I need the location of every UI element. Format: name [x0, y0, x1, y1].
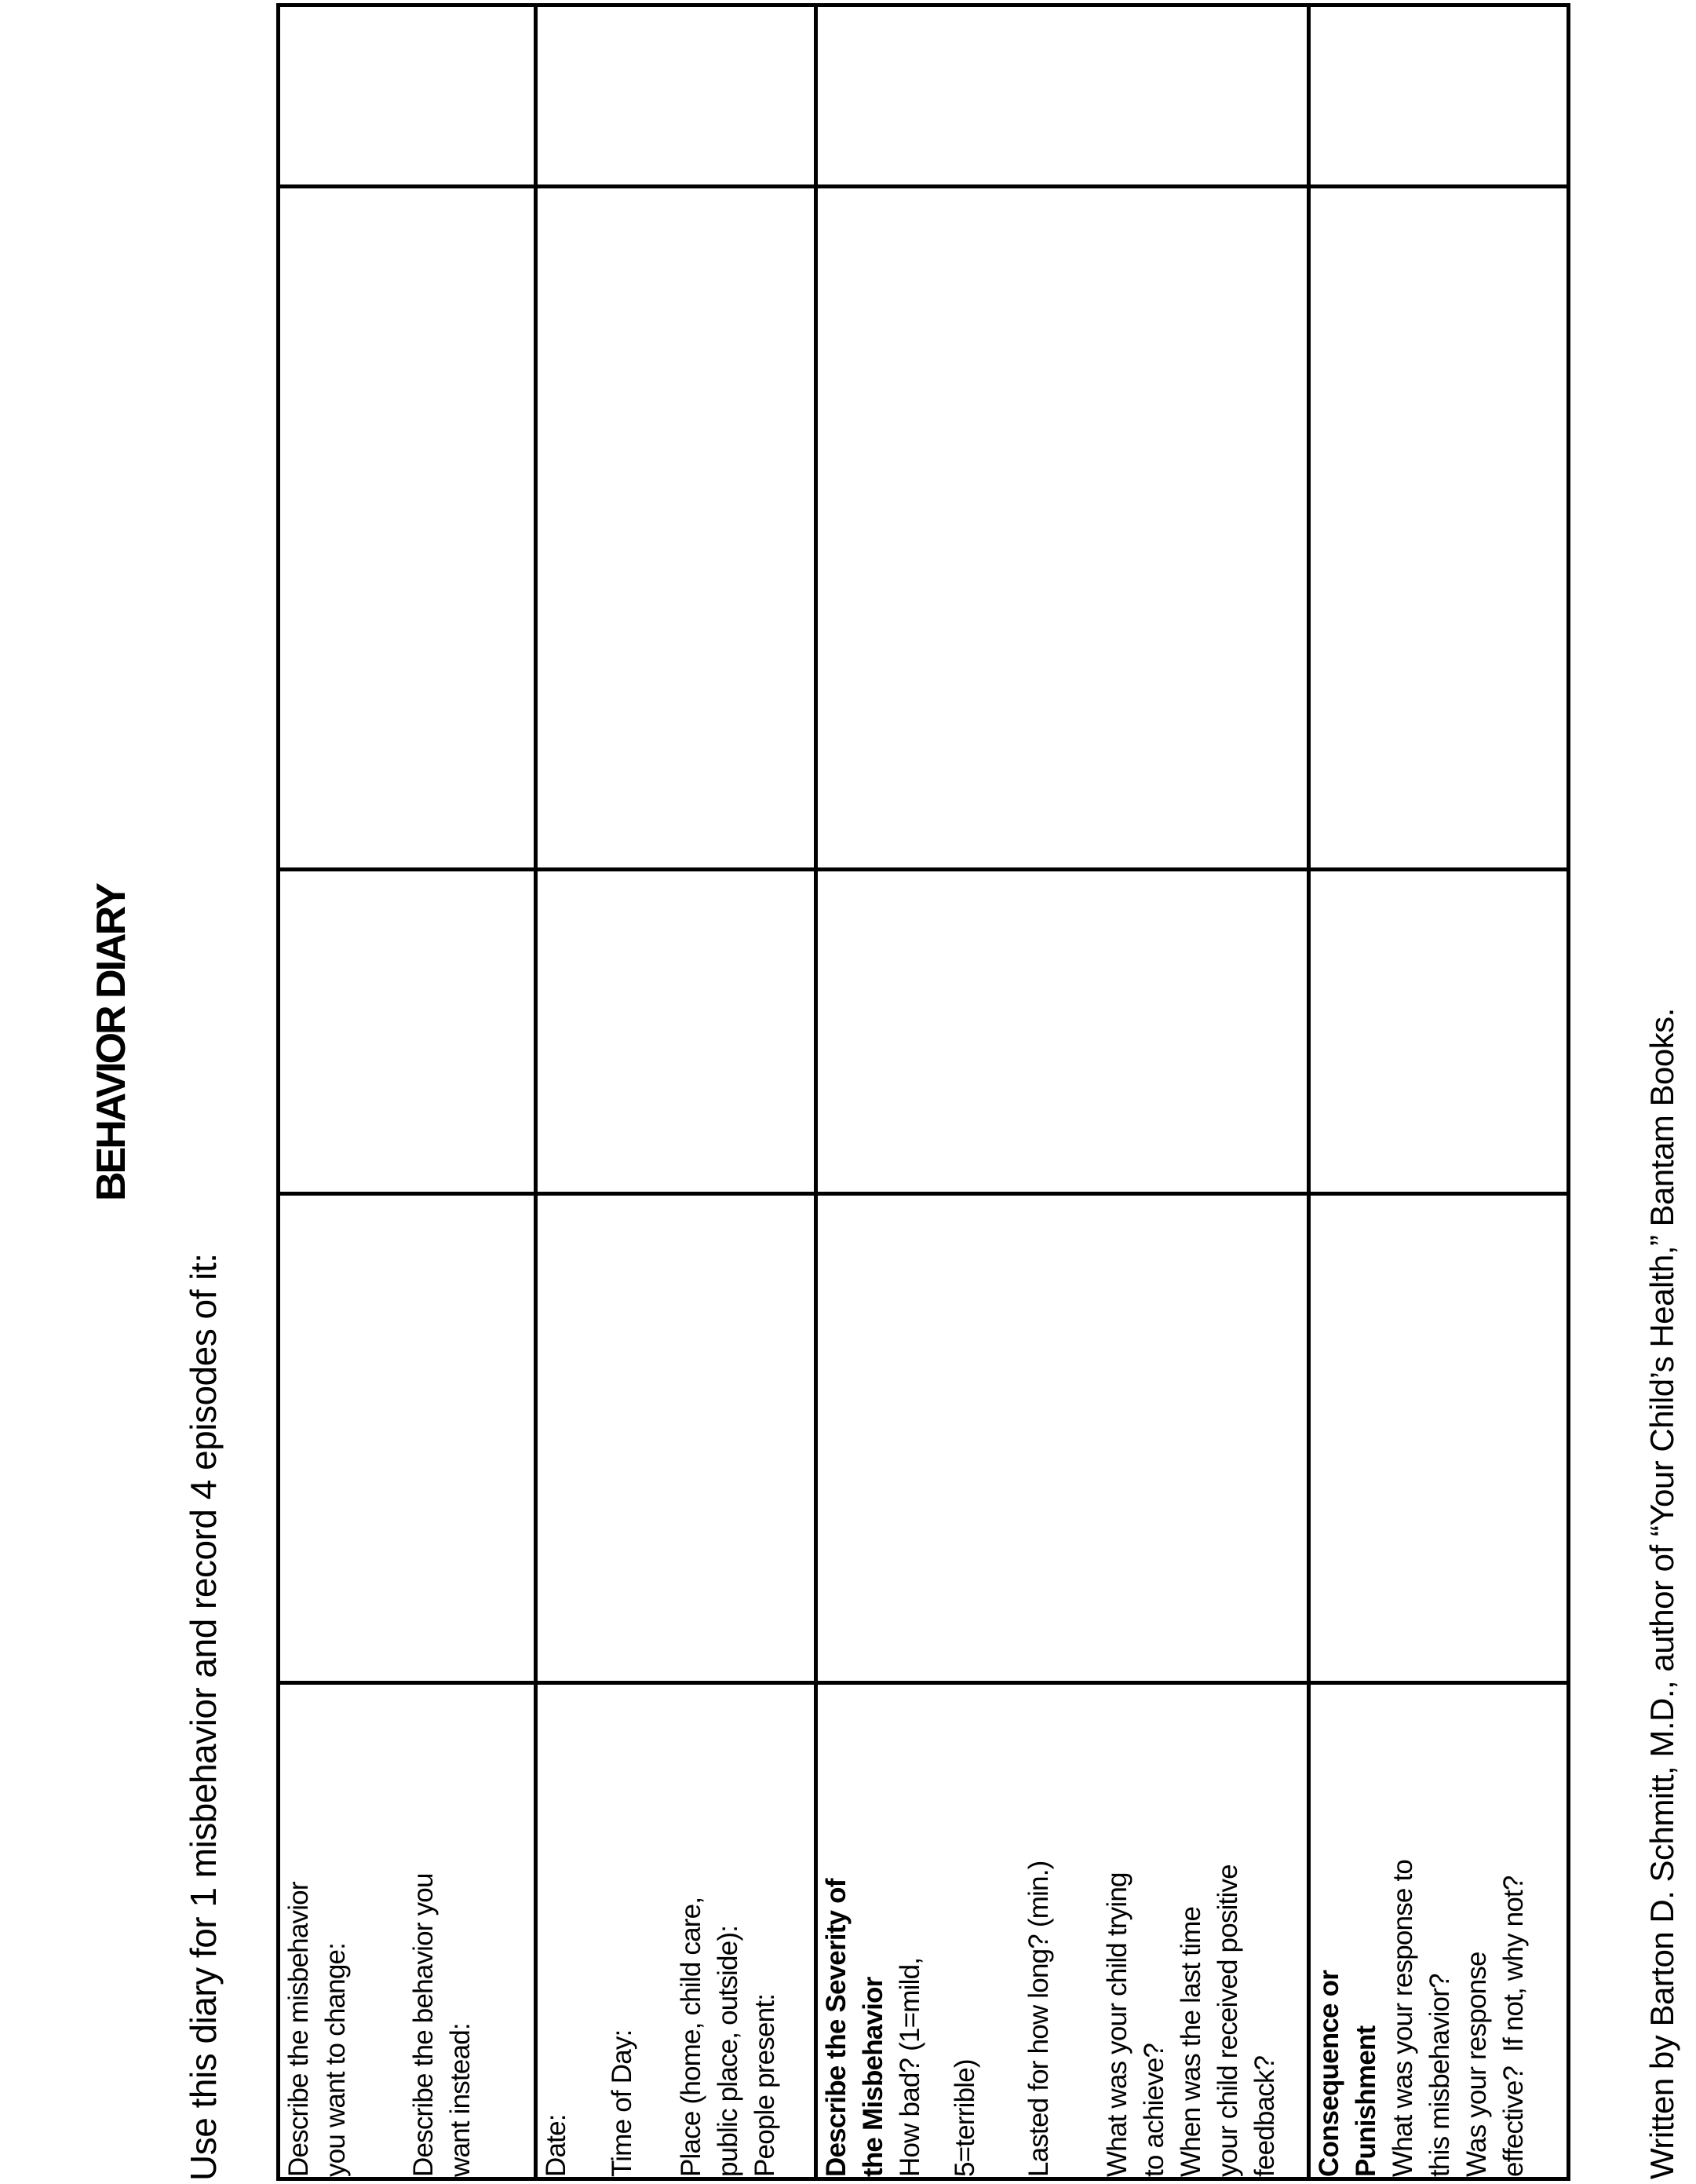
instructions-line: Use this diary for 1 misbehavior and record 4 episodes of it:	[183, 1253, 224, 2181]
header-line: Was your response	[1461, 1952, 1492, 2177]
header-line: What was your child trying	[1102, 1872, 1132, 2177]
header-line: effective? If not, why not?	[1498, 1875, 1529, 2177]
episode-cell	[816, 5, 1309, 187]
table-row-misbehavior	[279, 5, 536, 2179]
header-line: the Misbehavior	[858, 1977, 888, 2177]
header-line: Consequence or	[1314, 1970, 1344, 2177]
header-line: Date:	[541, 2114, 571, 2177]
page-title: BEHAVIOR DIARY	[89, 885, 134, 1201]
episode-cell	[279, 5, 536, 187]
episode-cell	[1309, 1194, 1569, 1683]
header-line: Lasted for how long? (min.)	[1023, 1861, 1054, 2177]
episode-cell	[536, 5, 816, 187]
header-line: public place, outside):	[713, 1925, 743, 2177]
header-line: How bad? (1=mild,	[895, 1957, 925, 2177]
header-line: Describe the behavior you	[408, 1873, 439, 2177]
header-line: Time of Day:	[607, 2029, 637, 2177]
header-line: your child received positive	[1213, 1864, 1243, 2177]
episode-cell	[816, 870, 1309, 1194]
episode-cell	[816, 1194, 1309, 1683]
row-header-consequence	[1309, 1683, 1569, 2179]
header-line: 5=terrible)	[950, 2059, 980, 2177]
header-line: you want to change:	[320, 1942, 351, 2177]
header-line: Describe the misbehavior	[283, 1882, 314, 2177]
header-line: People present:	[750, 1993, 780, 2177]
episode-cell	[279, 187, 536, 870]
row-header-severity	[816, 1683, 1309, 2179]
header-line: want instead:	[445, 2023, 476, 2177]
behavior-diary-table	[276, 3, 1570, 2181]
row-header-when-where	[536, 1683, 816, 2179]
header-line: Place (home, child care,	[676, 1897, 706, 2177]
episode-cell	[279, 870, 536, 1194]
table-row-consequence	[1309, 5, 1569, 2179]
table-row-when-where	[536, 5, 816, 2179]
header-line: Punishment	[1351, 2025, 1381, 2177]
header-line: Describe the Severity of	[821, 1879, 852, 2177]
header-line: When was the last time	[1176, 1906, 1206, 2177]
table-row-severity	[816, 5, 1309, 2179]
header-line: feedback?	[1249, 2055, 1280, 2177]
episode-cell	[279, 1194, 536, 1683]
episode-cell	[1309, 870, 1569, 1194]
row-header-misbehavior	[279, 1683, 536, 2179]
header-line: this misbehavior?	[1424, 1974, 1455, 2177]
episode-cell	[536, 187, 816, 870]
episode-cell	[536, 870, 816, 1194]
episode-cell	[816, 187, 1309, 870]
header-line: What was your response to	[1388, 1859, 1418, 2177]
episode-cell	[1309, 5, 1569, 187]
attribution-line: Written by Barton D. Schmitt, M.D., author of “Your Child’s Health,” Bantam Books.	[1643, 1008, 1680, 2179]
episode-cell	[536, 1194, 816, 1683]
header-line: to achieve?	[1139, 2043, 1169, 2177]
episode-cell	[1309, 187, 1569, 870]
